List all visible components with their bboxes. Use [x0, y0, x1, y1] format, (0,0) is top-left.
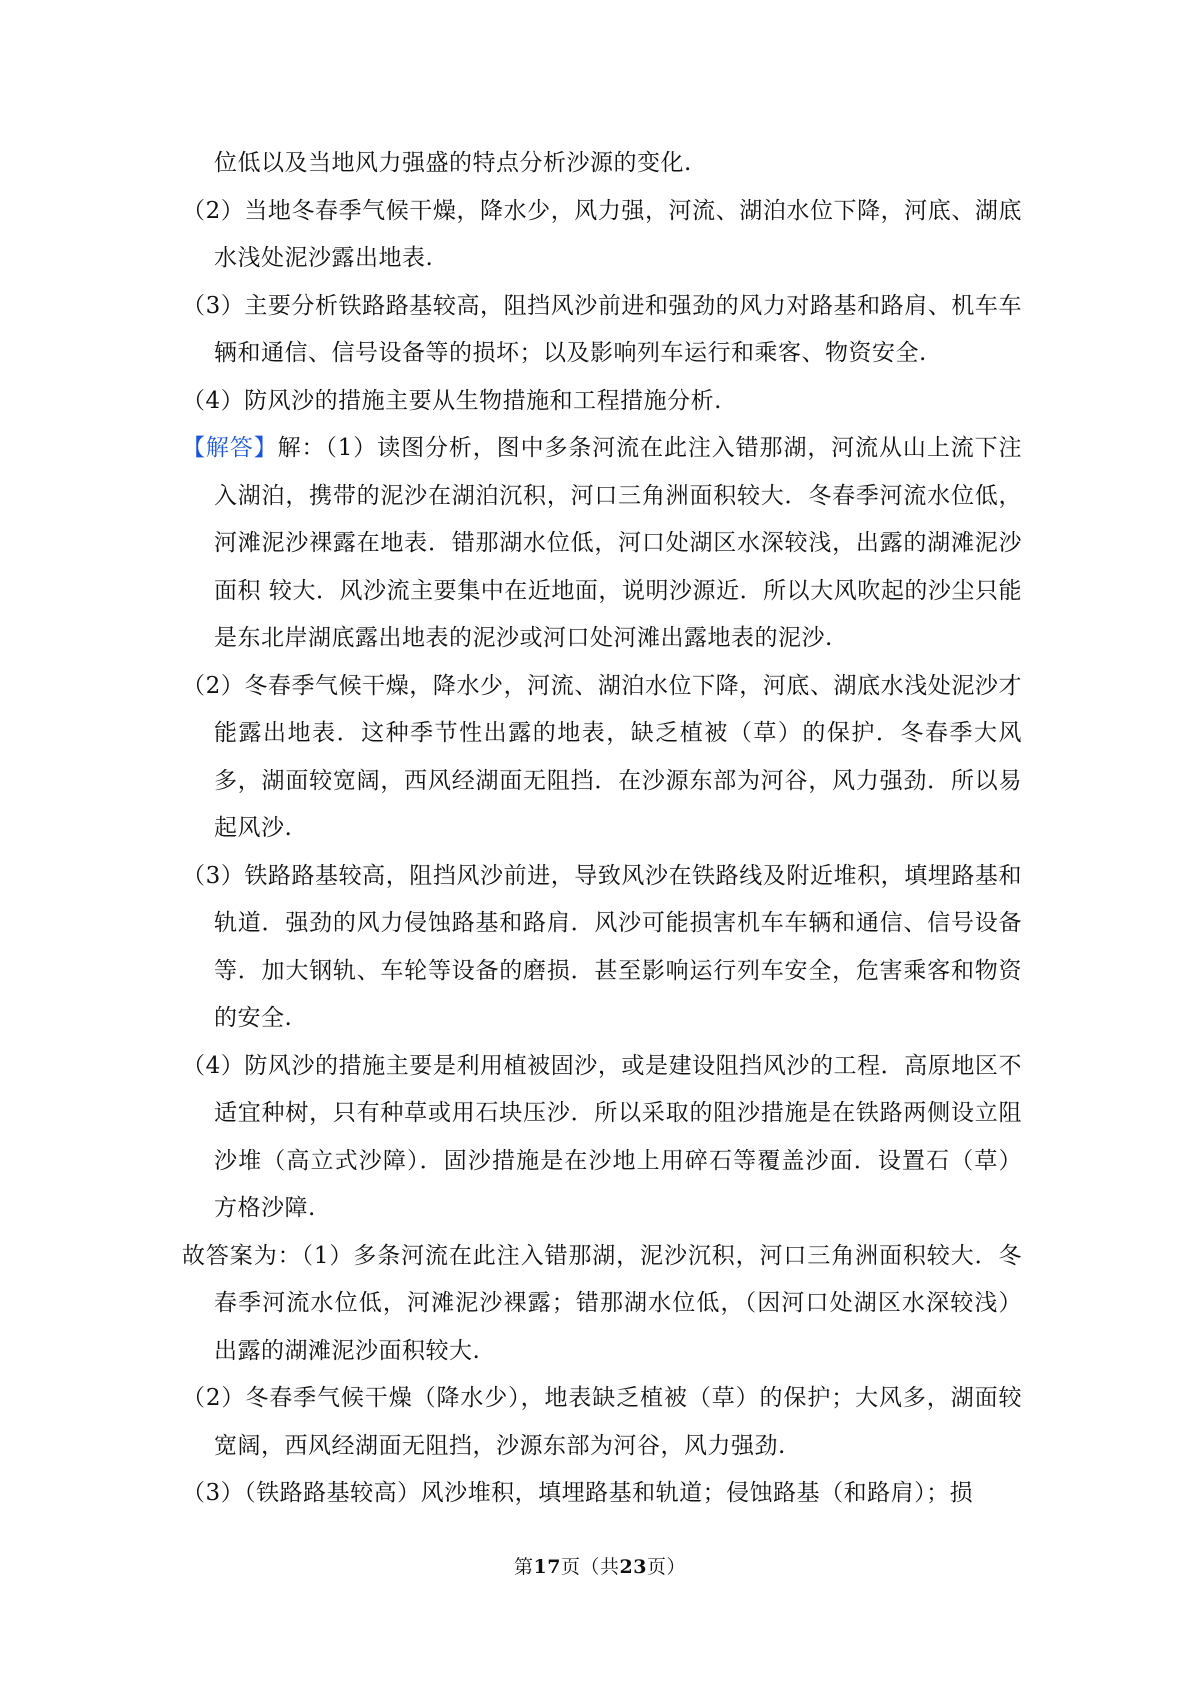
paragraph-solution-3: （3）铁路路基较高，阻挡风沙前进，导致风沙在铁路线及附近堆积，填埋路基和轨道．强劲的风力侵蚀路基和路肩．风沙可能损害机车车辆和通信、信号设备等．加大钢轨、车轮等设备的磨损．甚至影响运行列车安全，危害乘客和物资的安全. [182, 862, 1022, 1031]
paragraph-solution-1: 【解答】解：（1）读图分析，图中多条河流在此注入错那湖，河流从山上流下注入湖泊，携带的泥沙在湖泊沉积，河口三角洲面积较大．冬春季河流水位低，河滩泥沙裸露在地表．错那湖水位低，河口处湖区水深较浅，出露的湖滩泥沙面积 较大．风沙流主要集中在近地面，说明沙源近．所以大风吹起的沙尘只能是东北岸湖底露出地表的泥沙或河口处河滩出露地表的泥沙. [182, 435, 1023, 651]
total-page-number: 23 [619, 1556, 647, 1578]
answer-content [182, 140, 1022, 1518]
paragraph-solution-2: （2）冬春季气候干燥，降水少，河流、湖泊水位下降，河底、湖底水浅处泥沙才能露出地表．这种季节性出露的地表，缺乏植被（草）的保护．冬春季大风多，湖面较宽阔，西风经湖面无阻挡．在沙源东部为河谷，风力强劲．所以易起风沙. [182, 672, 1022, 841]
paragraph-solution-4: （4）防风沙的措施主要是利用植被固沙，或是建设阻挡风沙的工程．高原地区不适宜种树，只有种草或用石块压沙．所以采取的阻沙措施是在铁路两侧设立阻沙堆（高立式沙障）．固沙措施是在沙地上用碎石等覆盖沙面．设置石（草）方格沙障. [182, 1052, 1022, 1221]
paragraph-analysis-4: （4）防风沙的措施主要从生物措施和工程措施分析. [182, 387, 722, 414]
paragraph-analysis-3: （3）主要分析铁路路基较高，阻挡风沙前进和强劲的风力对路基和路肩、机车车辆和通信、信号设备等的损坏；以及影响列车运行和乘客、物资安全. [182, 292, 1022, 366]
paragraph-answer-2: （2）冬春季气候干燥（降水少），地表缺乏植被（草）的保护；大风多，湖面较宽阔，西风经湖面无阻挡，沙源东部为河谷，风力强劲. [182, 1385, 1022, 1459]
paragraph-answer-3: （3）（铁路路基较高）风沙堆积，填埋路基和轨道；侵蚀路基（和路肩）；损 [182, 1480, 974, 1506]
solution-label: 【解答】 [182, 435, 278, 461]
paragraph-analysis-1-end: 位低以及当地风力强盛的特点分析沙源的变化. [214, 150, 692, 176]
current-page-number: 17 [533, 1556, 561, 1578]
paragraph-answer-1: 故答案为：（1）多条河流在此注入错那湖，泥沙沉积，河口三角洲面积较大．冬春季河流水位低，河滩泥沙裸露；错那湖水位低，（因河口处湖区水深较浅）出露的湖滩泥沙面积较大. [182, 1242, 1022, 1364]
paragraph-analysis-2: （2）当地冬春季气候干燥，降水少，风力强，河流、湖泊水位下降，河底、湖底水浅处泥沙露出地表. [182, 197, 1022, 271]
page-footer: 第17页（共23页） [514, 1556, 686, 1578]
